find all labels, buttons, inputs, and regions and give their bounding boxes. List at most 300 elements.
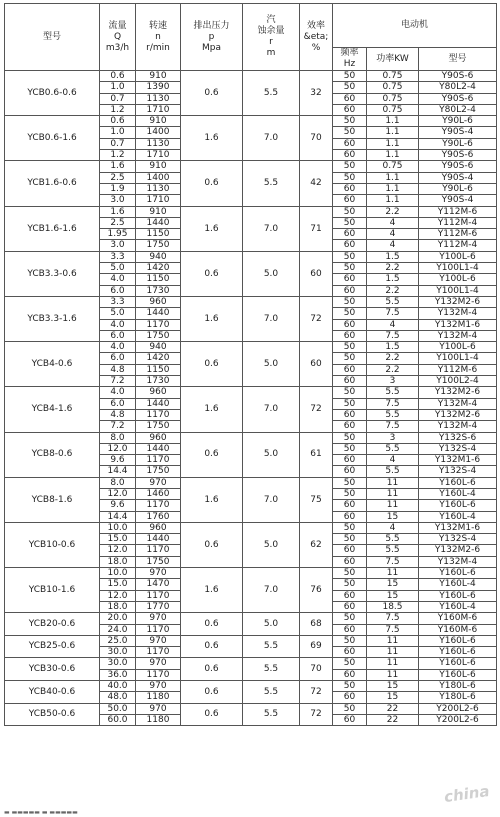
speed-cell: 1750	[136, 240, 181, 251]
npsh-cell: 5.5	[243, 681, 300, 704]
motor-model-cell: Y132M-4	[419, 556, 497, 567]
motor-model-cell: Y160L-4	[419, 511, 497, 522]
pump-model-cell: YCB3.3-0.6	[5, 251, 100, 296]
power-cell: 1.1	[367, 195, 419, 206]
speed-cell: 1750	[136, 330, 181, 341]
motor-model-cell: Y132M-4	[419, 308, 497, 319]
power-cell: 5.5	[367, 296, 419, 307]
flow-cell: 0.6	[100, 116, 136, 127]
speed-cell: 1420	[136, 263, 181, 274]
frequency-cell: 60	[333, 421, 367, 432]
watermark-logo: china	[443, 781, 492, 807]
flow-cell: 1.0	[100, 127, 136, 138]
motor-model-cell: Y160L-4	[419, 488, 497, 499]
motor-model-cell: Y200L2-6	[419, 703, 497, 714]
frequency-cell: 60	[333, 590, 367, 601]
pressure-cell: 0.6	[181, 251, 243, 296]
power-cell: 11	[367, 488, 419, 499]
table-row	[5, 251, 497, 262]
header-motor-model: 型号	[419, 48, 497, 71]
npsh-cell: 7.0	[243, 116, 300, 161]
flow-cell: 60.0	[100, 714, 136, 725]
motor-model-cell: Y132M-4	[419, 330, 497, 341]
npsh-cell: 5.0	[243, 342, 300, 387]
speed-cell: 940	[136, 251, 181, 262]
power-cell: 1.5	[367, 342, 419, 353]
flow-cell: 1.6	[100, 206, 136, 217]
flow-cell: 8.0	[100, 477, 136, 488]
table-row	[5, 658, 497, 669]
flow-cell: 12.0	[100, 590, 136, 601]
frequency-cell: 60	[333, 274, 367, 285]
power-cell: 3	[367, 376, 419, 387]
pressure-cell: 0.6	[181, 681, 243, 704]
table-row	[5, 387, 497, 398]
motor-model-cell: Y160L-6	[419, 635, 497, 646]
motor-model-cell: Y132M1-6	[419, 455, 497, 466]
power-cell: 0.75	[367, 104, 419, 115]
frequency-cell: 60	[333, 455, 367, 466]
flow-cell: 4.8	[100, 409, 136, 420]
power-cell: 7.5	[367, 624, 419, 635]
motor-model-cell: Y132S-4	[419, 534, 497, 545]
frequency-cell: 50	[333, 635, 367, 646]
motor-model-cell: Y100L1-4	[419, 285, 497, 296]
spec-table	[4, 3, 497, 726]
frequency-cell: 50	[333, 658, 367, 669]
efficiency-cell: 75	[300, 477, 333, 522]
speed-cell: 1130	[136, 138, 181, 149]
frequency-cell: 50	[333, 217, 367, 228]
npsh-cell: 7.0	[243, 296, 300, 341]
flow-cell: 14.4	[100, 511, 136, 522]
flow-cell: 0.7	[100, 93, 136, 104]
motor-model-cell: Y90S-6	[419, 93, 497, 104]
flow-cell: 4.0	[100, 319, 136, 330]
speed-cell: 970	[136, 703, 181, 714]
frequency-cell: 50	[333, 71, 367, 82]
speed-cell: 1730	[136, 285, 181, 296]
motor-model-cell: Y132M2-6	[419, 296, 497, 307]
speed-cell: 1710	[136, 150, 181, 161]
power-cell: 4	[367, 229, 419, 240]
efficiency-cell: 42	[300, 161, 333, 206]
flow-cell: 30.0	[100, 658, 136, 669]
flow-cell: 18.0	[100, 556, 136, 567]
frequency-cell: 50	[333, 398, 367, 409]
speed-cell: 1130	[136, 93, 181, 104]
speed-cell: 1170	[136, 455, 181, 466]
speed-cell: 1710	[136, 195, 181, 206]
flow-cell: 1.95	[100, 229, 136, 240]
frequency-cell: 50	[333, 534, 367, 545]
power-cell: 15	[367, 692, 419, 703]
frequency-cell: 60	[333, 466, 367, 477]
speed-cell: 1150	[136, 229, 181, 240]
flow-cell: 48.0	[100, 692, 136, 703]
speed-cell: 1730	[136, 376, 181, 387]
flow-cell: 2.5	[100, 217, 136, 228]
speed-cell: 1170	[136, 647, 181, 658]
speed-cell: 1750	[136, 556, 181, 567]
speed-cell: 1150	[136, 274, 181, 285]
power-cell: 1.1	[367, 183, 419, 194]
motor-model-cell: Y160M-6	[419, 613, 497, 624]
motor-model-cell: Y160L-6	[419, 568, 497, 579]
motor-model-cell: Y132M2-6	[419, 387, 497, 398]
motor-model-cell: Y160L-4	[419, 601, 497, 612]
power-cell: 15	[367, 579, 419, 590]
frequency-cell: 60	[333, 692, 367, 703]
speed-cell: 1150	[136, 364, 181, 375]
efficiency-cell: 72	[300, 296, 333, 341]
power-cell: 15	[367, 681, 419, 692]
pressure-cell: 1.6	[181, 116, 243, 161]
pressure-cell: 0.6	[181, 71, 243, 116]
power-cell: 3	[367, 432, 419, 443]
flow-cell: 40.0	[100, 681, 136, 692]
frequency-cell: 60	[333, 376, 367, 387]
pump-model-cell: YCB0.6-0.6	[5, 71, 100, 116]
header-power: 功率KW	[367, 48, 419, 71]
frequency-cell: 50	[333, 488, 367, 499]
efficiency-cell: 71	[300, 206, 333, 251]
flow-cell: 1.2	[100, 150, 136, 161]
pump-model-cell: YCB25-0.6	[5, 635, 100, 658]
flow-cell: 20.0	[100, 613, 136, 624]
motor-model-cell: Y100L-6	[419, 251, 497, 262]
speed-cell: 1470	[136, 579, 181, 590]
npsh-cell: 5.0	[243, 613, 300, 636]
motor-model-cell: Y100L1-4	[419, 263, 497, 274]
pump-model-cell: YCB10-1.6	[5, 568, 100, 613]
pressure-cell: 0.6	[181, 613, 243, 636]
power-cell: 4	[367, 455, 419, 466]
flow-cell: 5.0	[100, 263, 136, 274]
flow-cell: 25.0	[100, 635, 136, 646]
speed-cell: 960	[136, 522, 181, 533]
power-cell: 7.5	[367, 556, 419, 567]
speed-cell: 1440	[136, 443, 181, 454]
frequency-cell: 60	[333, 319, 367, 330]
motor-model-cell: Y160L-6	[419, 647, 497, 658]
power-cell: 1.1	[367, 116, 419, 127]
flow-cell: 12.0	[100, 488, 136, 499]
flow-cell: 4.8	[100, 364, 136, 375]
speed-cell: 910	[136, 206, 181, 217]
pump-model-cell: YCB4-1.6	[5, 387, 100, 432]
npsh-cell: 5.0	[243, 251, 300, 296]
speed-cell: 1130	[136, 183, 181, 194]
power-cell: 1.1	[367, 127, 419, 138]
speed-cell: 1180	[136, 692, 181, 703]
motor-model-cell: Y90S-6	[419, 71, 497, 82]
flow-cell: 6.0	[100, 398, 136, 409]
flow-cell: 9.6	[100, 500, 136, 511]
power-cell: 0.75	[367, 71, 419, 82]
speed-cell: 1440	[136, 308, 181, 319]
table-row	[5, 635, 497, 646]
motor-model-cell: Y132S-6	[419, 432, 497, 443]
power-cell: 2.2	[367, 364, 419, 375]
pressure-cell: 1.6	[181, 477, 243, 522]
frequency-cell: 50	[333, 308, 367, 319]
flow-cell: 1.9	[100, 183, 136, 194]
motor-model-cell: Y112M-6	[419, 364, 497, 375]
speed-cell: 1710	[136, 104, 181, 115]
spec-table-body	[5, 71, 497, 726]
motor-model-cell: Y160L-4	[419, 579, 497, 590]
frequency-cell: 50	[333, 161, 367, 172]
speed-cell: 970	[136, 635, 181, 646]
header-npsh: 汽 蚀余量 r m	[243, 4, 300, 71]
flow-cell: 8.0	[100, 432, 136, 443]
flow-cell: 14.4	[100, 466, 136, 477]
header-motor: 电动机	[333, 4, 497, 48]
pressure-cell: 1.6	[181, 296, 243, 341]
pump-model-cell: YCB0.6-1.6	[5, 116, 100, 161]
npsh-cell: 5.5	[243, 658, 300, 681]
efficiency-cell: 72	[300, 681, 333, 704]
table-row	[5, 681, 497, 692]
speed-cell: 910	[136, 161, 181, 172]
speed-cell: 960	[136, 296, 181, 307]
pump-model-cell: YCB4-0.6	[5, 342, 100, 387]
motor-model-cell: Y80L2-4	[419, 82, 497, 93]
flow-cell: 0.6	[100, 71, 136, 82]
header-model: 型号	[5, 4, 100, 71]
efficiency-cell: 61	[300, 432, 333, 477]
flow-cell: 15.0	[100, 534, 136, 545]
flow-cell: 3.0	[100, 240, 136, 251]
motor-model-cell: Y160L-6	[419, 477, 497, 488]
frequency-cell: 60	[333, 669, 367, 680]
frequency-cell: 60	[333, 511, 367, 522]
frequency-cell: 50	[333, 703, 367, 714]
frequency-cell: 60	[333, 285, 367, 296]
motor-model-cell: Y90S-4	[419, 127, 497, 138]
power-cell: 2.2	[367, 285, 419, 296]
power-cell: 11	[367, 658, 419, 669]
table-row	[5, 296, 497, 307]
frequency-cell: 50	[333, 579, 367, 590]
efficiency-cell: 72	[300, 703, 333, 726]
power-cell: 11	[367, 500, 419, 511]
frequency-cell: 60	[333, 229, 367, 240]
flow-cell: 10.0	[100, 568, 136, 579]
flow-cell: 1.6	[100, 161, 136, 172]
frequency-cell: 50	[333, 116, 367, 127]
efficiency-cell: 60	[300, 251, 333, 296]
flow-cell: 6.0	[100, 285, 136, 296]
motor-model-cell: Y132M-4	[419, 421, 497, 432]
flow-cell: 5.0	[100, 308, 136, 319]
table-row	[5, 116, 497, 127]
motor-model-cell: Y180L-6	[419, 681, 497, 692]
efficiency-cell: 62	[300, 522, 333, 567]
pressure-cell: 0.6	[181, 342, 243, 387]
frequency-cell: 60	[333, 714, 367, 725]
power-cell: 1.1	[367, 138, 419, 149]
pump-model-cell: YCB20-0.6	[5, 613, 100, 636]
flow-cell: 4.0	[100, 342, 136, 353]
frequency-cell: 50	[333, 353, 367, 364]
pump-model-cell: YCB30-0.6	[5, 658, 100, 681]
speed-cell: 1180	[136, 714, 181, 725]
pump-model-cell: YCB50-0.6	[5, 703, 100, 726]
motor-model-cell: Y160L-6	[419, 658, 497, 669]
pressure-cell: 1.6	[181, 387, 243, 432]
header-flow: 流量 Q m3/h	[100, 4, 136, 71]
frequency-cell: 60	[333, 150, 367, 161]
flow-cell: 1.2	[100, 104, 136, 115]
motor-model-cell: Y90S-6	[419, 150, 497, 161]
flow-cell: 6.0	[100, 330, 136, 341]
flow-cell: 2.5	[100, 172, 136, 183]
power-cell: 5.5	[367, 387, 419, 398]
speed-cell: 910	[136, 116, 181, 127]
npsh-cell: 7.0	[243, 387, 300, 432]
pump-model-cell: YCB8-1.6	[5, 477, 100, 522]
efficiency-cell: 32	[300, 71, 333, 116]
power-cell: 11	[367, 647, 419, 658]
motor-model-cell: Y90L-6	[419, 138, 497, 149]
power-cell: 5.5	[367, 409, 419, 420]
table-row	[5, 342, 497, 353]
header-speed: 转速 n r/min	[136, 4, 181, 71]
table-row	[5, 522, 497, 533]
frequency-cell: 50	[333, 443, 367, 454]
npsh-cell: 5.5	[243, 703, 300, 726]
motor-model-cell: Y90S-6	[419, 161, 497, 172]
power-cell: 1.1	[367, 172, 419, 183]
pump-model-cell: YCB40-0.6	[5, 681, 100, 704]
motor-model-cell: Y132M1-6	[419, 522, 497, 533]
speed-cell: 960	[136, 432, 181, 443]
flow-cell: 24.0	[100, 624, 136, 635]
motor-model-cell: Y112M-4	[419, 217, 497, 228]
power-cell: 4	[367, 217, 419, 228]
table-row	[5, 703, 497, 714]
speed-cell: 1440	[136, 217, 181, 228]
frequency-cell: 60	[333, 556, 367, 567]
power-cell: 18.5	[367, 601, 419, 612]
flow-cell: 36.0	[100, 669, 136, 680]
frequency-cell: 60	[333, 195, 367, 206]
power-cell: 15	[367, 590, 419, 601]
power-cell: 2.2	[367, 263, 419, 274]
power-cell: 1.5	[367, 251, 419, 262]
power-cell: 5.5	[367, 466, 419, 477]
table-row	[5, 206, 497, 217]
speed-cell: 1170	[136, 319, 181, 330]
pump-model-cell: YCB1.6-1.6	[5, 206, 100, 251]
power-cell: 11	[367, 477, 419, 488]
flow-cell: 1.0	[100, 82, 136, 93]
npsh-cell: 5.5	[243, 635, 300, 658]
motor-model-cell: Y160L-6	[419, 669, 497, 680]
flow-cell: 0.7	[100, 138, 136, 149]
speed-cell: 1440	[136, 534, 181, 545]
power-cell: 4	[367, 240, 419, 251]
pressure-cell: 0.6	[181, 658, 243, 681]
speed-cell: 1170	[136, 669, 181, 680]
pump-model-cell: YCB10-0.6	[5, 522, 100, 567]
speed-cell: 1170	[136, 545, 181, 556]
power-cell: 5.5	[367, 545, 419, 556]
npsh-cell: 5.0	[243, 522, 300, 567]
efficiency-cell: 69	[300, 635, 333, 658]
frequency-cell: 60	[333, 647, 367, 658]
motor-model-cell: Y132M2-6	[419, 545, 497, 556]
pressure-cell: 1.6	[181, 568, 243, 613]
speed-cell: 1390	[136, 82, 181, 93]
flow-cell: 10.0	[100, 522, 136, 533]
npsh-cell: 5.0	[243, 432, 300, 477]
motor-model-cell: Y132M1-6	[419, 319, 497, 330]
efficiency-cell: 68	[300, 613, 333, 636]
flow-cell: 6.0	[100, 353, 136, 364]
motor-model-cell: Y112M-4	[419, 240, 497, 251]
header-efficiency: 效率 &eta; %	[300, 4, 333, 71]
flow-cell: 3.3	[100, 251, 136, 262]
frequency-cell: 50	[333, 127, 367, 138]
flow-cell: 12.0	[100, 545, 136, 556]
motor-model-cell: Y90L-6	[419, 183, 497, 194]
frequency-cell: 50	[333, 522, 367, 533]
pressure-cell: 0.6	[181, 161, 243, 206]
speed-cell: 970	[136, 681, 181, 692]
frequency-cell: 50	[333, 206, 367, 217]
flow-cell: 4.0	[100, 274, 136, 285]
pump-model-cell: YCB3.3-1.6	[5, 296, 100, 341]
frequency-cell: 50	[333, 263, 367, 274]
npsh-cell: 7.0	[243, 568, 300, 613]
pressure-cell: 0.6	[181, 703, 243, 726]
power-cell: 0.75	[367, 82, 419, 93]
table-row	[5, 71, 497, 82]
speed-cell: 1170	[136, 409, 181, 420]
power-cell: 7.5	[367, 308, 419, 319]
speed-cell: 1400	[136, 172, 181, 183]
motor-model-cell: Y90L-6	[419, 116, 497, 127]
power-cell: 11	[367, 669, 419, 680]
pressure-cell: 0.6	[181, 432, 243, 477]
flow-cell: 30.0	[100, 647, 136, 658]
header-pressure: 排出压力 p Mpa	[181, 4, 243, 71]
power-cell: 7.5	[367, 330, 419, 341]
motor-model-cell: Y100L1-4	[419, 353, 497, 364]
frequency-cell: 50	[333, 477, 367, 488]
power-cell: 15	[367, 511, 419, 522]
efficiency-cell: 70	[300, 658, 333, 681]
frequency-cell: 60	[333, 545, 367, 556]
pump-model-cell: YCB1.6-0.6	[5, 161, 100, 206]
frequency-cell: 60	[333, 138, 367, 149]
speed-cell: 1170	[136, 500, 181, 511]
frequency-cell: 50	[333, 251, 367, 262]
power-cell: 1.5	[367, 274, 419, 285]
speed-cell: 960	[136, 387, 181, 398]
frequency-cell: 60	[333, 624, 367, 635]
table-row	[5, 568, 497, 579]
power-cell: 22	[367, 703, 419, 714]
flow-cell: 3.0	[100, 195, 136, 206]
header-frequency: 频率 Hz	[333, 48, 367, 71]
motor-model-cell: Y90S-4	[419, 195, 497, 206]
speed-cell: 1750	[136, 421, 181, 432]
power-cell: 0.75	[367, 161, 419, 172]
